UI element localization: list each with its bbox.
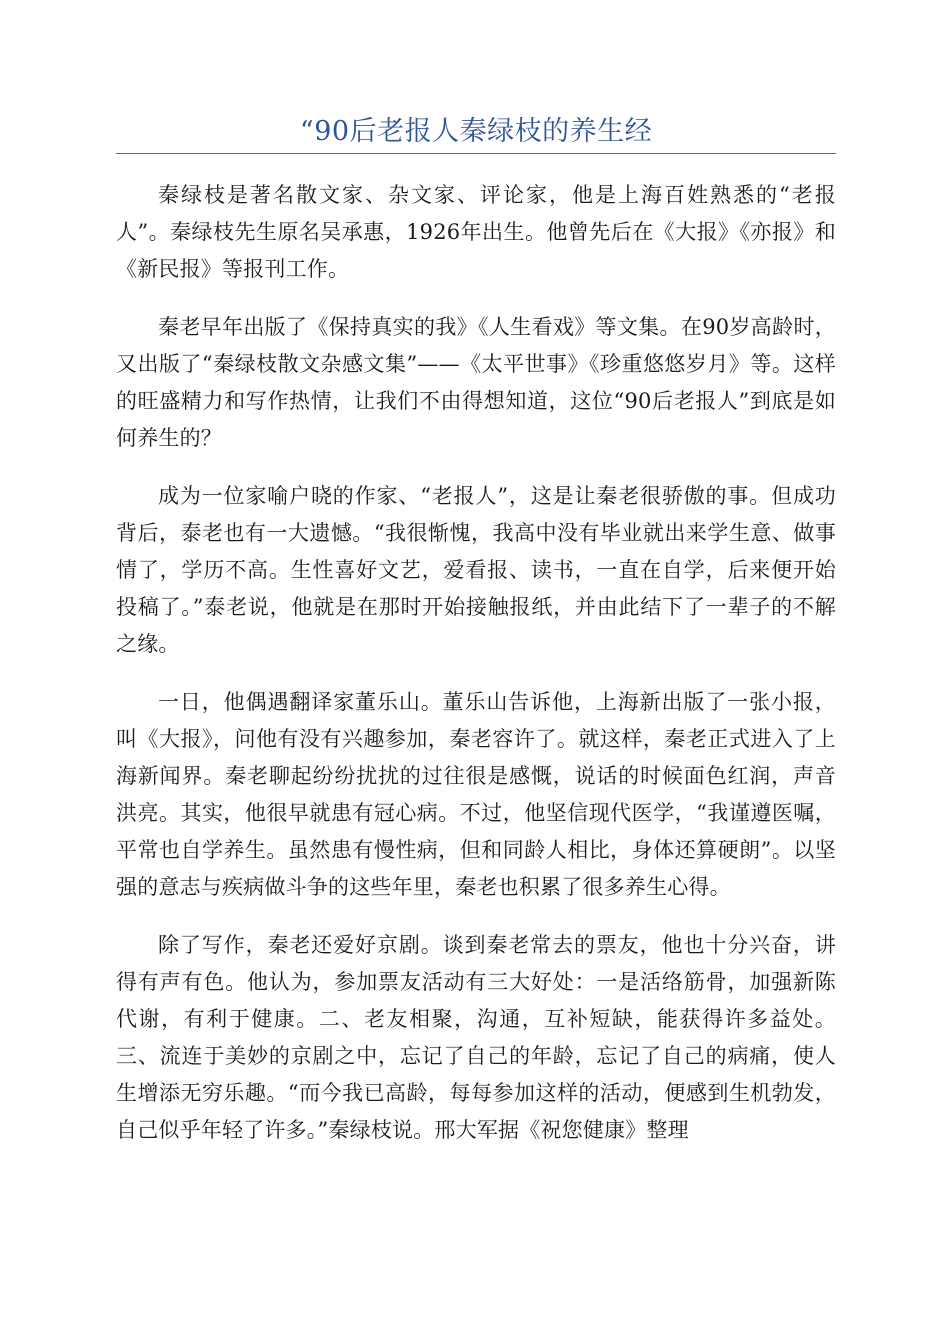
paragraph-4: 一日，他偶遇翻译家董乐山。董乐山告诉他，上海新出版了一张小报，叫《大报》，问他有没有兴趣参加，秦老容许了。就这样，秦老正式进入了上海新闻界。秦老聊起纷纷扰扰的过往很是感慨，说话的时候面色红润，声音洪亮。其实，他很早就患有冠心病。不过，他坚信现代医学，“我谨遵医嘱，平常也自学养生。虽然患有慢性病，但和同龄人相比，身体还算硬朗”。以坚强的意志与疾病做斗争的这些年里，秦老也积累了很多养生心得。 [116, 690, 836, 899]
title-underline [116, 153, 836, 154]
document-body [116, 177, 836, 1149]
paragraph-3: 成为一位家喻户晓的作家、“老报人”，这是让秦老很骄傲的事。但成功背后，泰老也有一大遗憾。“我很惭愧，我高中没有毕业就出来学生意、做事情了，学历不高。生性喜好文艺，爱看报、读书，一直在自学，后来便开始投稿了。”泰老说，他就是在那时开始接触报纸，并由此结下了一辈子的不解之缘。 [116, 484, 836, 656]
paragraph-2: 秦老早年出版了《保持真实的我》《人生看戏》等文集。在90岁高龄时，又出版了“秦绿枝散文杂感文集”——《太平世事》《珍重悠悠岁月》等。这样的旺盛精力和写作热情，让我们不由得想知道，这位“90后老报人”到底是如何养生的？ [116, 315, 836, 450]
document-title: “90后老报人秦绿枝的养生经 [299, 116, 653, 147]
document-page [116, 112, 836, 1170]
paragraph-1: 秦绿枝是著名散文家、杂文家、评论家，他是上海百姓熟悉的“老报人”。秦绿枝先生原名吴承惠，1926年出生。他曾先后在《大报》《亦报》和《新民报》等报刊工作。 [116, 183, 836, 281]
paragraph-5: 除了写作，秦老还爱好京剧。谈到秦老常去的票友，他也十分兴奋，讲得有声有色。他认为，参加票友活动有三大好处：一是活络筋骨，加强新陈代谢，有利于健康。二、老友相聚，沟通，互补短缺，能获得许多益处。三、流连于美妙的京剧之中，忘记了自己的年龄，忘记了自己的病痛，使人生增添无穷乐趣。“而今我已高龄，每每参加这样的活动，便感到生机勃发，自己似乎年轻了许多。”秦绿枝说。邢大军据《祝您健康》整理 [116, 933, 836, 1142]
